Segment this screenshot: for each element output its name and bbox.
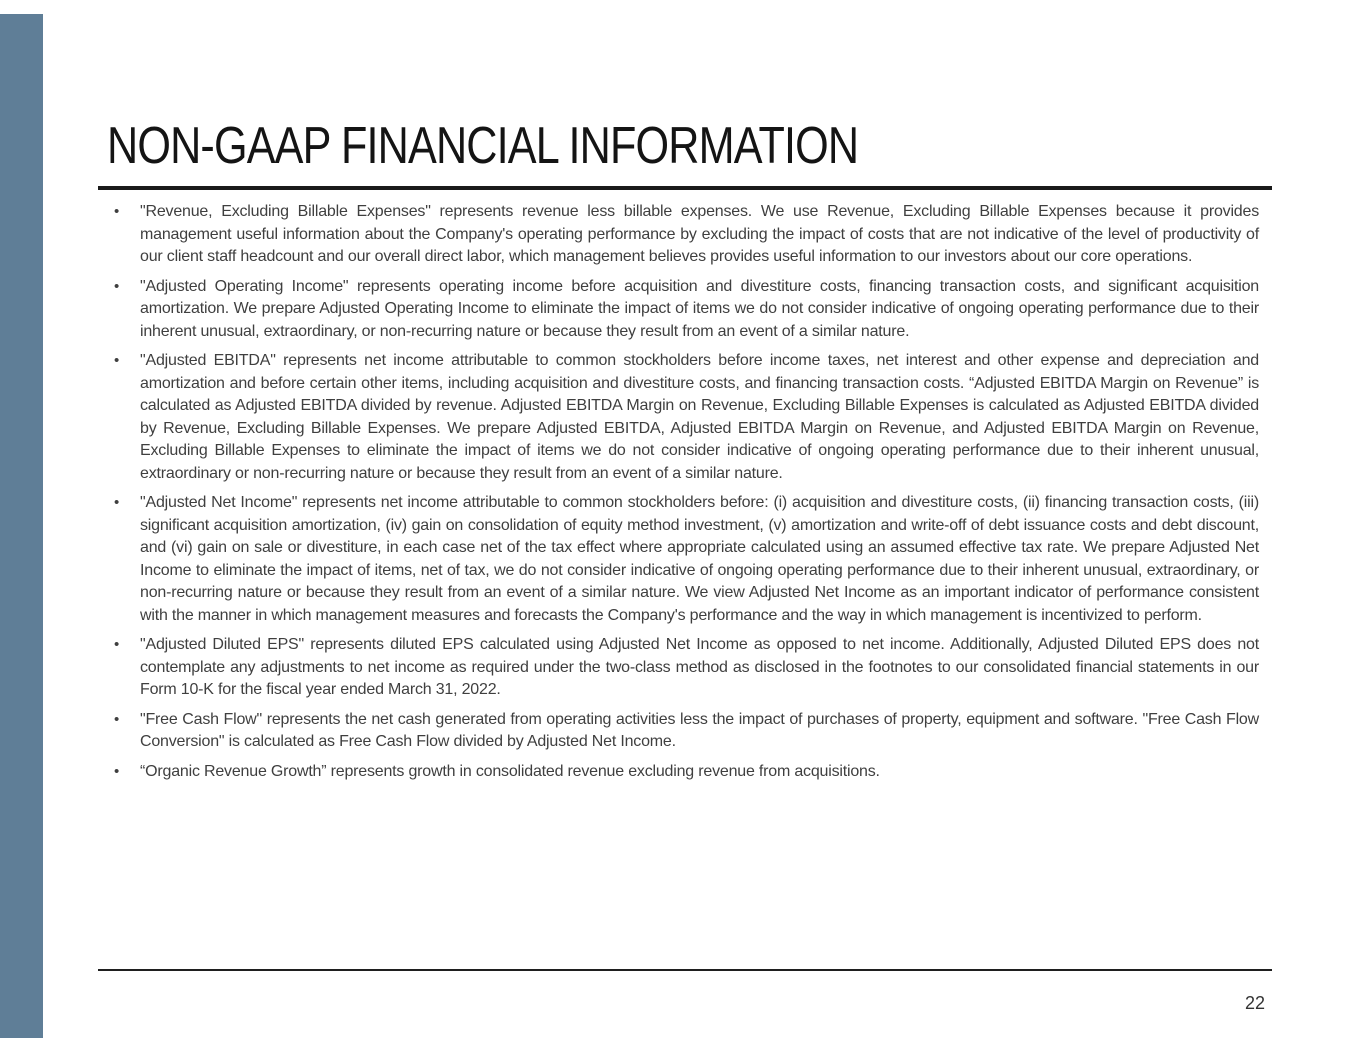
left-accent-bar [0,14,43,1038]
bullet-dot-icon: • [114,203,120,220]
bullet-item-revenue-excluding-billable-expenses [98,201,1272,269]
bullet-item-adjusted-net-income [98,492,1272,627]
bullet-text: "Revenue, Excluding Billable Expenses" represents revenue less billable expenses. We use Revenue, Excluding Billable Expenses because it provides management useful information about the Company's operating performance by excluding the impact of costs that are not indicative of the level of productivity of our client staff headcount and our overall direct labor, which management believes provides useful information to our investors about our core operations. [140,203,1259,265]
bullet-dot-icon: • [114,494,120,511]
bullet-text: "Adjusted Operating Income" represents operating income before acquisition and divestiture costs, financing transaction costs, and significant acquisition amortization. We prepare Adjusted Operating Income to eliminate the impact of items we do not consider indicative of ongoing operating performance due to their inherent unusual, extraordinary, or non-recurring nature or because they result from an event of a similar nature. [140,277,1259,340]
page-title: NON-GAAP FINANCIAL INFORMATION [107,117,859,175]
bullet-text: "Adjusted Diluted EPS" represents diluted EPS calculated using Adjusted Net Income as opposed to net income. Additionally, Adjusted Diluted EPS does not contemplate any adjustments to net income as required under the two-class method as disclosed in the footnotes to our consolidated financial statements in our Form 10-K for the fiscal year ended March 31, 2022. [140,636,1259,698]
bullet-item-adjusted-diluted-eps [98,634,1272,702]
title-rule [98,186,1272,190]
slide-content [98,0,1272,780]
bullet-dot-icon: • [114,762,120,780]
bullet-text: "Free Cash Flow" represents the net cash generated from operating activities less the impact of purchases of property, equipment and software. "Free Cash Flow Conversion" is calculated as Free Cash Flow divided by Adjusted Net Income. [140,710,1259,750]
bullet-item-adjusted-ebitda [98,350,1272,485]
bullet-dot-icon: • [114,277,120,295]
bullet-text: "Adjusted EBITDA" represents net income attributable to common stockholders before income taxes, net interest and other expense and depreciation and amortization and before certain other items, including acquisition and divestiture costs, and financing transaction costs. “Adjusted EBITDA Margin on Revenue” is calculated as Adjusted EBITDA divided by revenue. Adjusted EBITDA Margin on Revenue, Excluding Billable Expenses is calculated as Adjusted EBITDA divided by Revenue, Excluding Billable Expenses. We prepare Adjusted EBITDA, Adjusted EBITDA Margin on Revenue, and Adjusted EBITDA Margin on Revenue, Excluding Billable Expenses to eliminate the impact of items we do not consider indicative of ongoing operating performance due to their inherent unusual, extraordinary or non-recurring nature or because they result from an event of a similar nature. [140,352,1259,482]
footer-rule [98,969,1272,971]
bullet-list [98,201,1272,783]
bullet-item-adjusted-operating-income [98,276,1272,344]
page-number: 22 [1244,993,1265,1013]
bullet-item-free-cash-flow [98,709,1272,754]
bullet-item-organic-revenue-growth [98,761,1272,784]
bullet-dot-icon: • [114,710,120,728]
bullet-text: “Organic Revenue Growth” represents growth in consolidated revenue excluding revenue from acquisitions. [140,762,880,780]
bullet-text: "Adjusted Net Income" represents net income attributable to common stockholders before: (i) acquisition and divestiture costs, (ii) financing transaction costs, (iii) significant acquisition amortization, (iv) gain on consolidation of equity method investment, (v) amortization and write-off of debt issuance costs and debt discount, and (vi) gain on sale or divestiture, in each case net of the tax effect where appropriate calculated using an assumed effective tax rate. We prepare Adjusted Net Income to eliminate the impact of items, net of tax, we do not consider indicative of ongoing operating performance due to their inherent unusual, extraordinary, or non-recurring nature or because they result from an event of a similar nature. We view Adjusted Net Income as an important indicator of performance consistent with the manner in which management measures and forecasts the Company's performance and the way in which management is incentivized to perform. [140,494,1259,624]
bullet-dot-icon: • [114,636,120,653]
bullet-dot-icon: • [114,352,120,369]
